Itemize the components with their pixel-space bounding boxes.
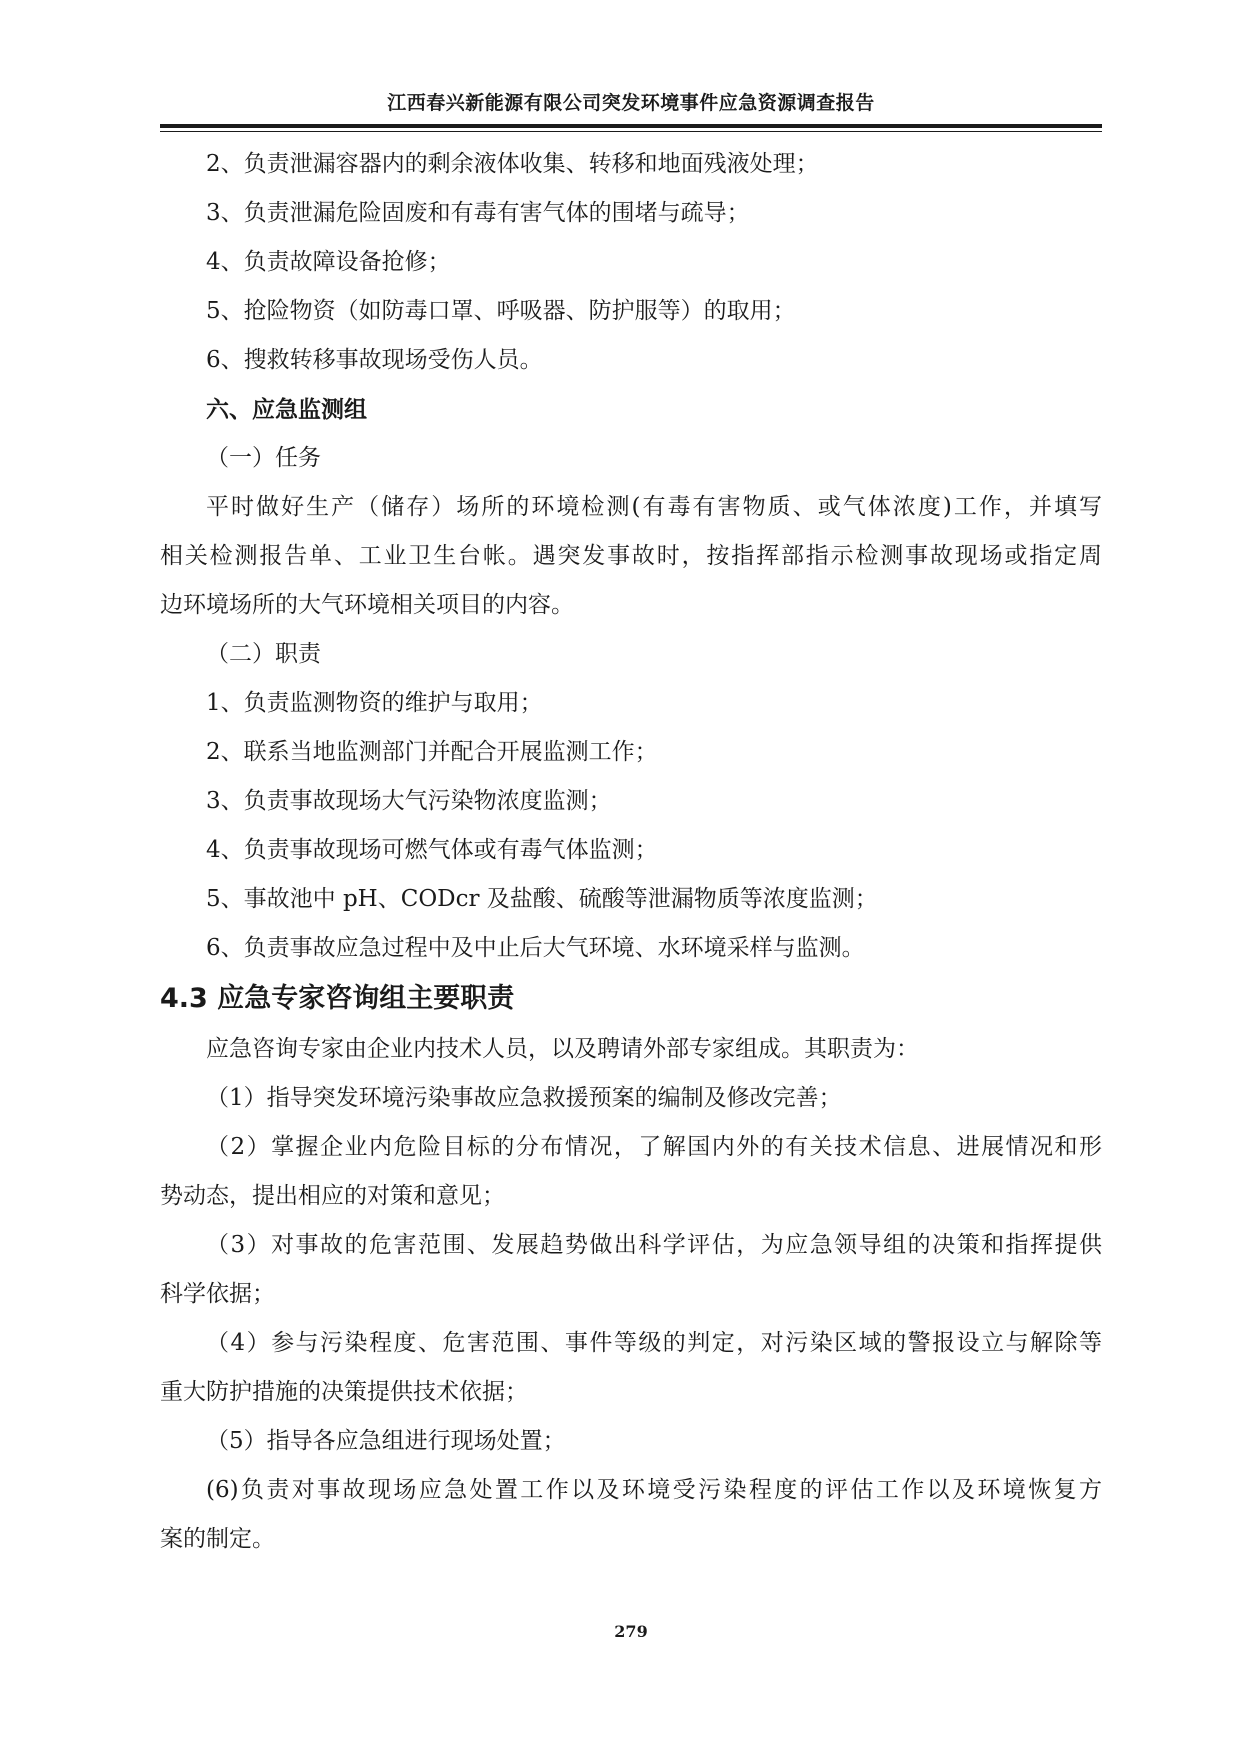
running-header-title: 江西春兴新能源有限公司突发环境事件应急资源调查报告 [387,92,875,114]
duty-item-line: （5）指导各应急组进行现场处置； [206,1428,566,1454]
paragraph-line: 相关检测报告单、工业卫生台帐。遇突发事故时，按指挥部指示检测事故现场或指定周 [160,543,1102,569]
duty-item-line: （4）参与污染程度、危害范围、事件等级的判定，对污染区域的警报设立与解除等 [206,1330,1102,1356]
duty-item-line: 势动态，提出相应的对策和意见； [160,1183,505,1209]
header-rule-thin [160,131,1102,132]
duty-item-line: 5、抢险物资（如防毒口罩、呼吸器、防护服等）的取用； [206,298,796,324]
duty-item-line: 4、负责事故现场可燃气体或有毒气体监测； [206,837,658,863]
duty-item-line: 4、负责故障设备抢修； [206,249,451,275]
duty-item-line: 2、联系当地监测部门并配合开展监测工作； [206,739,658,765]
duty-item-line: （3）对事故的危害范围、发展趋势做出科学评估，为应急领导组的决策和指挥提供 [206,1232,1102,1258]
subsection-heading: 六、应急监测组 [206,396,367,423]
paragraph-line: 平时做好生产（储存）场所的环境检测(有毒有害物质、或气体浓度)工作，并填写 [206,494,1102,520]
sub-heading-duty: （二）职责 [206,641,321,667]
duty-item-line: 1、负责监测物资的维护与取用； [206,690,543,716]
page-body [160,140,1102,1564]
duty-item-line: （2）掌握企业内危险目标的分布情况，了解国内外的有关技术信息、进展情况和形 [206,1134,1102,1160]
duty-item-line: (6)负责对事故现场应急处置工作以及环境受污染程度的评估工作以及环境恢复方 [206,1477,1102,1503]
duty-item-line: 科学依据； [160,1281,275,1307]
duty-item-line: 3、负责泄漏危险固废和有毒有害气体的围堵与疏导； [206,200,750,226]
duty-item-line: 案的制定。 [160,1526,275,1552]
section-heading: 4.3 应急专家咨询组主要职责 [160,983,515,1014]
duty-item-line: （1）指导突发环境污染事故应急救援预案的编制及修改完善； [206,1085,842,1111]
page-number: 279 [614,1622,648,1641]
duty-item-line: 2、负责泄漏容器内的剩余液体收集、转移和地面残液处理； [206,151,819,177]
paragraph-line: 应急咨询专家由企业内技术人员，以及聘请外部专家组成。其职责为： [206,1036,919,1062]
paragraph-line: 边环境场所的大气环境相关项目的内容。 [160,592,574,618]
duty-item-line: 3、负责事故现场大气污染物浓度监测； [206,788,612,814]
duty-item-line: 5、事故池中 pH、CODcr 及盐酸、硫酸等泄漏物质等浓度监测； [206,886,878,912]
duty-item-line: 重大防护措施的决策提供技术依据； [160,1379,528,1405]
duty-item-line: 6、搜救转移事故现场受伤人员。 [206,347,543,373]
header-rule-thick [160,124,1102,128]
sub-heading-task: （一）任务 [206,445,321,471]
duty-item-line: 6、负责事故应急过程中及中止后大气环境、水环境采样与监测。 [206,935,865,961]
